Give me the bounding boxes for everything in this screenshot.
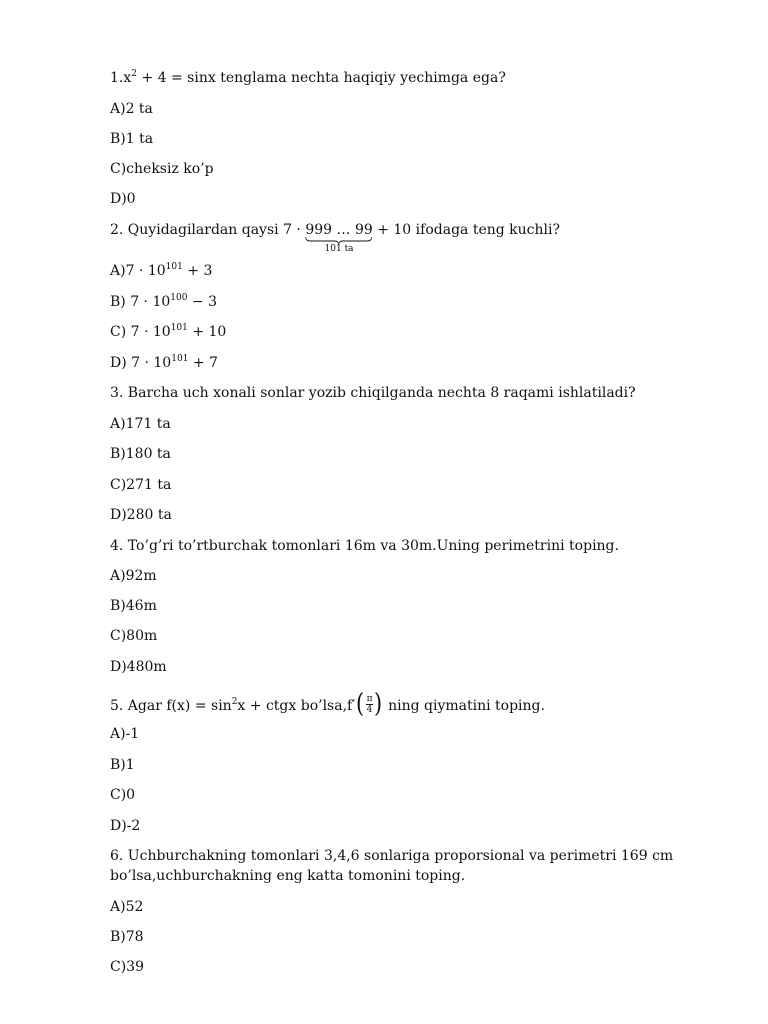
question-4: 4. To’g’ri to’rtburchak tomonlari 16m va 30m.Uning perimetrini toping.	[110, 538, 619, 554]
q6-option-c: C)39	[110, 959, 144, 975]
q4-option-c: C)80m	[110, 628, 158, 644]
q1-equation: $x^2 + 4 = \sin x$	[123, 69, 216, 86]
question-3: 3. Barcha uch xonali sonlar yozib chiqilganda nechta 8 raqami ishlatiladi?	[110, 385, 636, 401]
question-6-line-1: 6. Uchburchakning tomonlari 3,4,6 sonlariga proporsional va perimetri 169 cm	[110, 848, 674, 864]
q5-option-c: C)0	[110, 787, 136, 803]
q2-option-d: D) $7 \cdot 10^{101} + 7$	[110, 354, 218, 371]
q1-text: tenglama nechta haqiqiy yechimga ega?	[215, 70, 506, 86]
q5-option-d: D)-2	[110, 818, 141, 834]
q6-option-a: A)52	[110, 899, 144, 915]
q5-option-b: B)1	[110, 757, 135, 773]
q2-expression: 7 · 999 … 99 101 ta + 10	[283, 222, 412, 254]
q5-prefix: 5. Agar	[110, 698, 167, 714]
q1-number: 1.	[110, 70, 124, 86]
q5-option-a: A)-1	[110, 726, 140, 742]
q2-option-b: B) $7 \cdot 10^{100} - 3$	[110, 293, 218, 310]
q3-option-c: C)271 ta	[110, 477, 172, 493]
q5-mid: bo’lsa,	[296, 698, 348, 714]
q3-option-d: D)280 ta	[110, 507, 172, 523]
q4-option-d: D)480m	[110, 659, 167, 675]
q2-brace-label: 101 ta	[324, 244, 354, 254]
q3-option-a: A)171 ta	[110, 416, 171, 432]
q1-option-c: C)cheksiz ko’p	[110, 161, 214, 177]
q2-option-a: $A)7 \cdot 10^{101} + 3$	[110, 262, 213, 279]
question-2	[110, 221, 560, 254]
q5-text: ning qiymatini toping.	[383, 698, 545, 714]
q4-option-b: B)46m	[110, 598, 157, 614]
q6-option-b: B)78	[110, 929, 144, 945]
question-6-line-2: bo’lsa,uchburchakning eng katta tomonini toping.	[110, 868, 466, 884]
q1-option-a: A)2 ta	[110, 101, 153, 117]
q5-fraction: $\frac{\pi}{4}$	[366, 693, 373, 715]
q4-option-a: A)92m	[110, 568, 157, 584]
question-5	[110, 689, 545, 719]
q5-derivative: f′( $\frac{\pi}{4}$ )	[347, 689, 383, 719]
q2-option-c: C) $7 \cdot 10^{101} + 10$	[110, 323, 227, 340]
q2-text: ifodaga teng kuchli?	[411, 222, 560, 238]
question-1	[110, 69, 506, 87]
q2-prefix: 2. Quyidagilardan qaysi	[110, 222, 284, 238]
q5-function: $f(x) = \sin^2x$ + ctgx	[166, 697, 297, 714]
q1-option-d: D)0	[110, 191, 136, 207]
q1-option-b: B)1 ta	[110, 131, 154, 147]
q2-underbrace: 999 … 99 101 ta	[305, 222, 373, 254]
q3-option-b: B)180 ta	[110, 446, 171, 462]
